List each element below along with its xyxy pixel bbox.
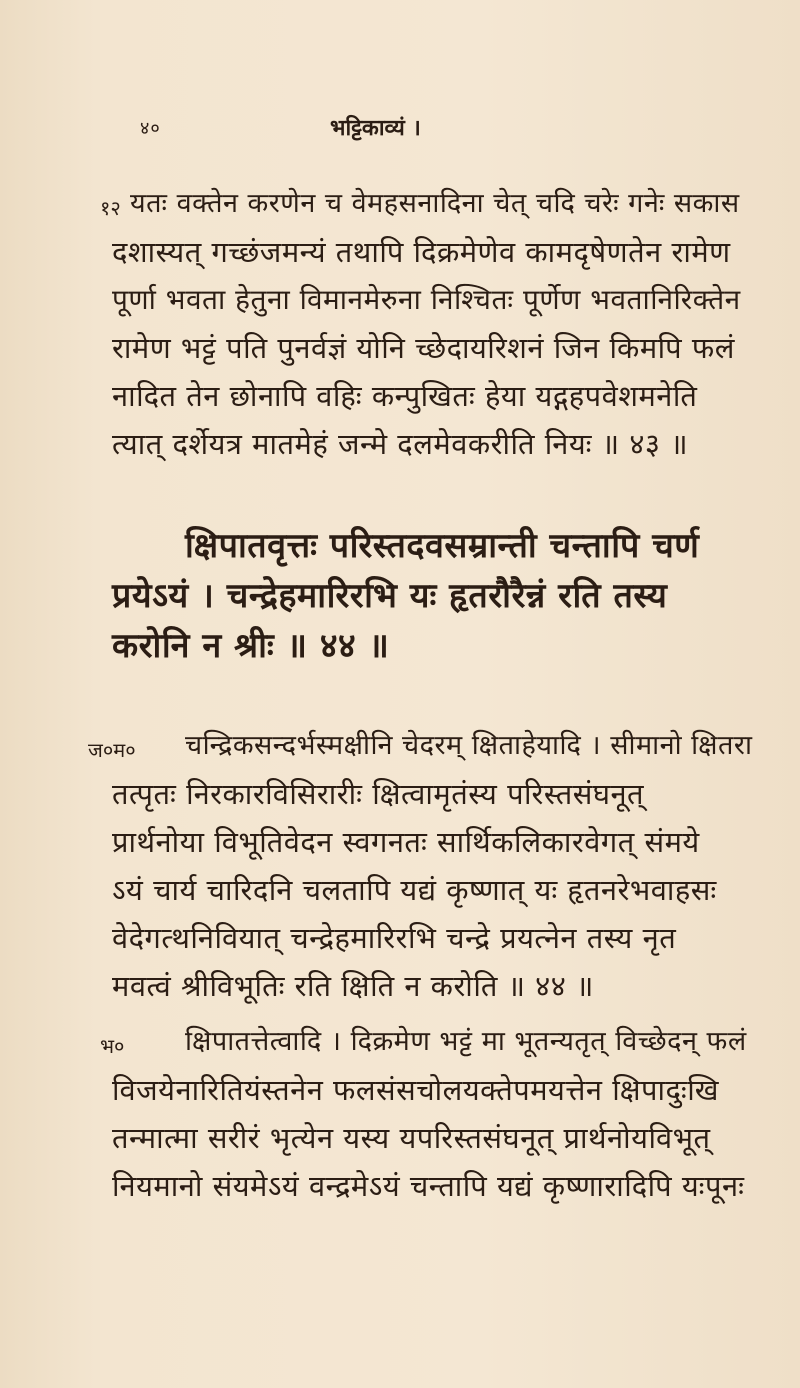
text-line: वेदेगत्थनिवियात् चन्द्रेहमारिरभि चन्द्रे प्रयत्नेन तस्य नृत (112, 921, 677, 955)
text-line: मवत्वं श्रीविभूतिः रति क्षिति न करोति ॥ ४४ ॥ (112, 969, 594, 1003)
text-line: ऽयं चार्य चारिदनि चलतापि यद्यं कृष्णात् यः हृतनरेभवाहसः (112, 873, 717, 907)
verse-line: क्षिपातवृत्तः परिस्तदवसम्रान्ती चन्तापि चर्ण (185, 526, 700, 566)
text-line: नादित तेन छोनापि वहिः कन्पुखितः हेया यद्गहपवेशमनेति (112, 379, 698, 413)
page-header (0, 112, 800, 152)
text-line: त्यात् दर्शेयत्र मातमेहं जन्मे दलमेवकरीति नियः ॥ ४३ ॥ (112, 427, 689, 461)
text-line: तन्मात्मा सरीरं भृत्येन यस्य यपरिस्तसंघनूत् प्रार्थनोयविभूत् (112, 1121, 711, 1155)
text-line: क्षिपातत्तेत्वादि । दिक्रमेण भट्टं मा भूतन्यतृत् विच्छेदन् फलं (185, 1026, 747, 1057)
verse-line: करोनि न श्रीः ॥ ४४ ॥ (112, 626, 390, 666)
text-line: यतः वक्तेन करणेन च वेमहसनादिना चेत् चदि चरेः गनेः सकास (130, 188, 740, 219)
text-line: पूर्णा भवता हेतुना विमानमेरुना निश्चितः पूर्णेण भवतानिरिक्तेन (112, 283, 741, 316)
text-line: नियमानो संयमेऽयं वन्द्रमेऽयं चन्तापि यद्यं कृष्णारादिपि यःपूनः (112, 1169, 745, 1203)
text-line: तत्पृतः निरकारविसिरारीः क्षित्वामृतंस्य परिस्तसंघनूत् (112, 777, 645, 811)
section-number-label: १२ (100, 196, 121, 220)
text-line: चन्द्रिकसन्दर्भस्मक्षीनि चेदरम् क्षिताहेयादि । सीमानो क्षितरा (185, 730, 753, 761)
page-number: ४० (140, 118, 161, 139)
commentary-label: भ० (100, 1034, 125, 1058)
running-title: भट्टिकाव्यं । (330, 116, 421, 141)
text-line: दशास्यत् गच्छंजमन्यं तथापि दिक्रमेणेव कामदृषेणतेन रामेण (112, 235, 731, 269)
text-line: विजयेनारितियंस्तनेन फलसंसचोलयक्तेपमयत्तेन क्षिपादुःखि (112, 1073, 720, 1107)
text-line: प्रार्थनोया विभूतिवेदन स्वगनतः सार्थिकलिकारवेगत् संमये (112, 825, 700, 859)
commentary-label: ज०म० (88, 738, 136, 762)
text-line: रामेण भट्टं पति पुनर्वज्ञं योनि च्छेदायरिशनं जिन किमपि फलं (112, 331, 735, 365)
verse-line: प्रयेऽयं । चन्द्रेहमारिरभि यः हृतरौरैन्नं रति तस्य (112, 576, 668, 616)
